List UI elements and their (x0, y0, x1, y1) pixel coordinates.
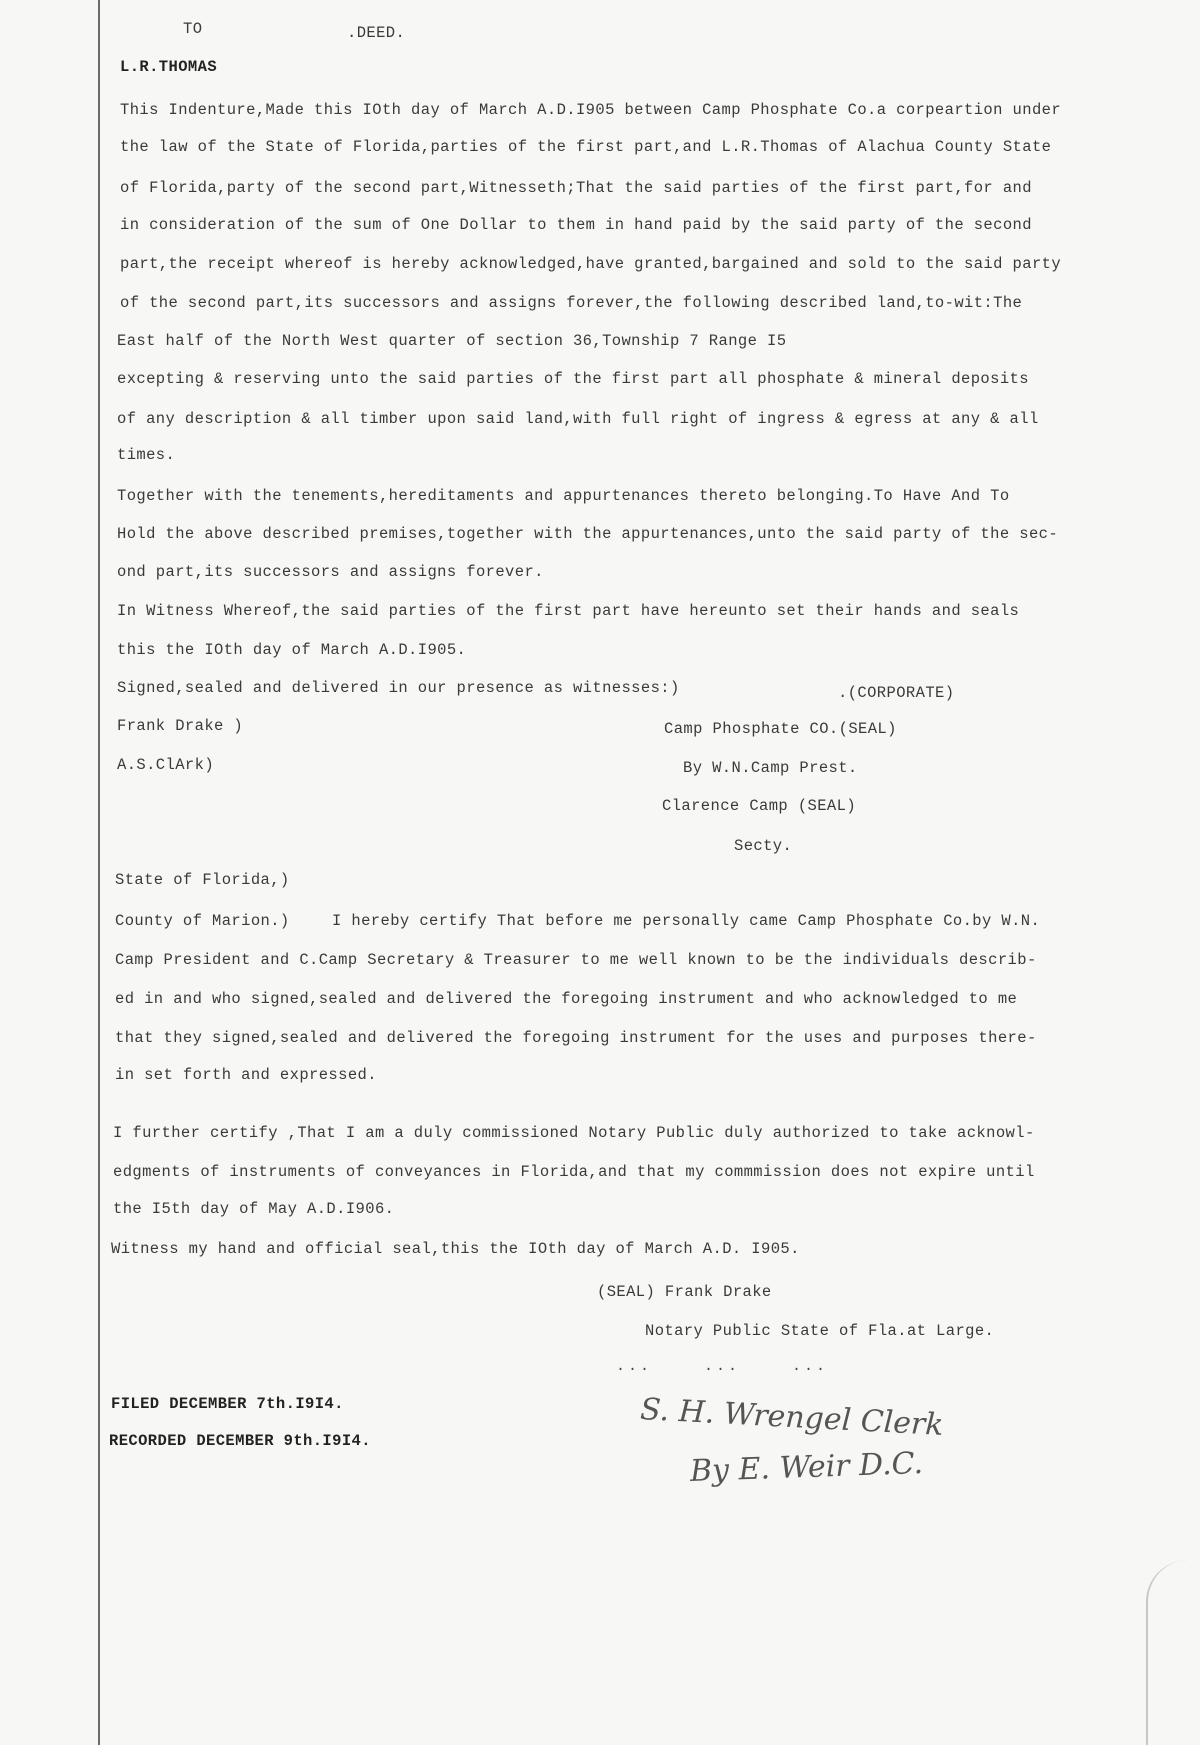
recorded-date: RECORDED DECEMBER 9th.I9I4. (109, 1432, 371, 1450)
body-line-7: East half of the North West quarter of section 36,Township 7 Range I5 (117, 332, 787, 350)
notary-line-1: I hereby certify That before me personally came Camp Phosphate Co.by W.N. (332, 912, 1041, 930)
company-seal: Camp Phosphate CO.(SEAL) (664, 720, 897, 738)
page-curl-edge (1146, 1560, 1188, 1745)
secty-label: Secty. (734, 837, 793, 855)
notary-state: State of Florida,) (115, 871, 290, 889)
witness-as-clark: A.S.ClArk) (117, 756, 215, 774)
body-line-9: of any description & all timber upon said land,with full right of ingress & egress at any & all (117, 410, 1039, 428)
body-line-8: excepting & reserving unto the said parties of the first part all phosphate & mineral deposits (117, 370, 1029, 388)
notary-witness-line: Witness my hand and official seal,this the IOth day of March A.D. I905. (111, 1240, 800, 1258)
margin-line (98, 0, 100, 1745)
notary-seal-name: (SEAL) Frank Drake (597, 1283, 772, 1301)
filed-date: FILED DECEMBER 7th.I9I4. (111, 1395, 344, 1413)
body-line-6: of the second part,its successors and assigns forever,the following described land,to-wit:The (120, 294, 1023, 312)
notary-county: County of Marion.) (115, 912, 290, 930)
notary-line-4: that they signed,sealed and delivered the foregoing instrument for the uses and purposes there- (115, 1029, 1037, 1047)
signing-statement: Signed,sealed and delivered in our presence as witnesses:) (117, 679, 680, 697)
separator-dots: ... ... ... (616, 1358, 829, 1375)
grantee-name: L.R.THOMAS (120, 58, 218, 76)
body-line-12: Hold the above described premises,together with the appurtenances,unto the said party of the sec- (117, 525, 1059, 543)
body-line-11: Together with the tenements,hereditaments and appurtenances thereto belonging.To Have And To (117, 487, 1010, 505)
clerk-signature: S. H. Wrengel Clerk (639, 1392, 945, 1443)
header-deed: .DEED. (347, 24, 406, 42)
body-line-10: times. (117, 446, 176, 464)
notary-line-2: Camp President and C.Camp Secretary & Treasurer to me well known to be the individuals describ- (115, 951, 1037, 969)
body-line-5: part,the receipt whereof is hereby acknowledged,have granted,bargained and sold to the said party (120, 255, 1062, 273)
body-line-4: in consideration of the sum of One Dollar to them in hand paid by the said party of the second (120, 216, 1032, 234)
further-line-3: the I5th day of May A.D.I906. (113, 1200, 395, 1218)
body-line-15: this the IOth day of March A.D.I905. (117, 641, 467, 659)
notary-title: Notary Public State of Fla.at Large. (645, 1322, 995, 1340)
body-line-3: of Florida,party of the second part,Witnesseth;That the said parties of the first part,for and (120, 179, 1032, 197)
deputy-clerk-signature: By E. Weir D.C. (689, 1445, 924, 1490)
further-line-1: I further certify ,That I am a duly commissioned Notary Public duly authorized to take acknowl- (113, 1124, 1035, 1142)
header-to: TO (183, 20, 203, 38)
secretary-seal: Clarence Camp (SEAL) (662, 797, 857, 815)
body-line-14: In Witness Whereof,the said parties of the first part have hereunto set their hands and seals (117, 602, 1020, 620)
body-line-1: This Indenture,Made this IOth day of March A.D.I905 between Camp Phosphate Co.a corpeartion under (120, 101, 1062, 119)
corporate-label: .(CORPORATE) (838, 684, 955, 702)
witness-frank-drake: Frank Drake ) (117, 717, 244, 735)
body-line-2: the law of the State of Florida,parties of the first part,and L.R.Thomas of Alachua County State (120, 138, 1052, 156)
further-line-2: edgments of instruments of conveyances in Florida,and that my commmission does not expire until (113, 1163, 1035, 1181)
president-signature-line: By W.N.Camp Prest. (683, 759, 858, 777)
notary-line-5: in set forth and expressed. (115, 1066, 377, 1084)
notary-line-3: ed in and who signed,sealed and delivered the foregoing instrument and who acknowledged to me (115, 990, 1018, 1008)
body-line-13: ond part,its successors and assigns forever. (117, 563, 544, 581)
